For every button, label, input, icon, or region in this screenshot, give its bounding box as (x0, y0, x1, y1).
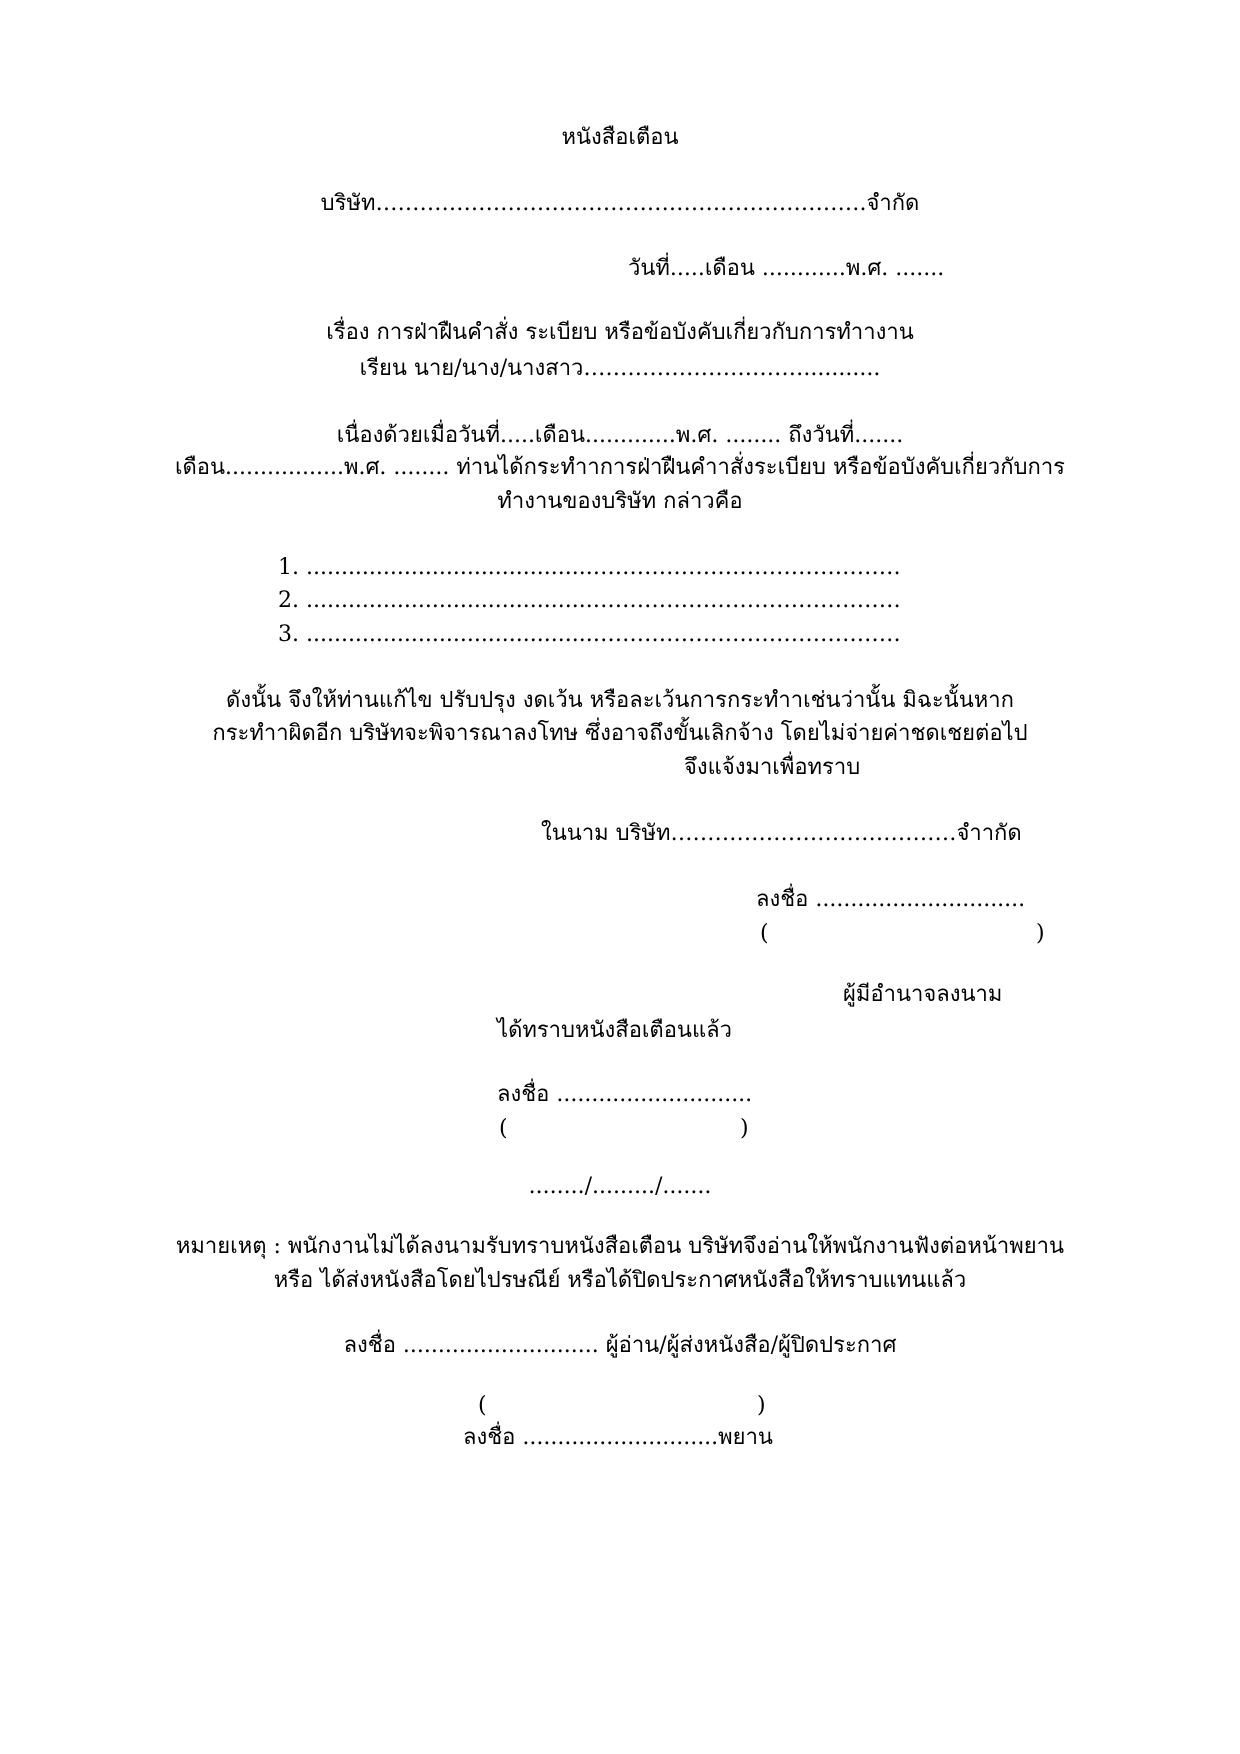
document-title: หนังสือเตือน (561, 125, 679, 150)
body-line-2: เดือน.................พ.ศ. ........ ท่านได้กระทำาการฝ่าฝืนคำาสั่งระเบียบ หรือข้อบังคับเกี่ยวกับการ (175, 455, 1065, 480)
witness-sign-line: ลงชื่อ ............................พยาน (463, 1425, 773, 1450)
body-line-1: เนื่องด้วยเมื่อวันที่.....เดือน.............พ.ศ. ........ ถึงวันที่....... (336, 423, 904, 448)
salutation-line: เรียน นาย/นาง/นางสาว…………………………........... (359, 356, 881, 381)
violation-item-3: 3. .........................................…………………………………… (278, 622, 901, 647)
acknowledgement-date: ......../........./....... (528, 1174, 712, 1199)
acknowledgement-text: ได้ทราบหนังสือเตือนแล้ว (497, 1018, 732, 1043)
company-line: บริษัท………………………………………………………….จำกัด (320, 191, 920, 216)
conclusion-line-2: กระทำาผิดอีก บริษัทจะพิจารณาลงโทษ ซึ่งอาจถึงขั้นเลิกจ้าง โดยไม่จ่ายค่าชดเชยต่อไป (212, 721, 1028, 746)
subject-line: เรื่อง การฝ่าฝืนคำสั่ง ระเบียบ หรือข้อบังคับเกี่ยวกับการทำางาน (326, 320, 914, 345)
reader-paren-close: ) (757, 1393, 766, 1418)
conclusion-line-3: จึงแจ้งมาเพื่อทราบ (684, 755, 861, 780)
violation-item-1: 1. .........................................…………………………………… (278, 555, 901, 580)
authority-paren-open: ( (760, 921, 769, 946)
authority-paren-close: ) (1036, 921, 1045, 946)
note-line-1: หมายเหตุ : พนักงานไม่ได้ลงนามรับทราบหนังสือเตือน บริษัทจึงอ่านให้พนักงานฟังต่อหน้าพยาน (175, 1234, 1065, 1259)
body-line-3: ทำงานของบริษัท กล่าวคือ (497, 489, 743, 514)
employee-paren-open: ( (499, 1116, 508, 1141)
employee-paren-close: ) (740, 1116, 749, 1141)
authority-sign-line: ลงชื่อ .............................. (756, 887, 1026, 912)
reader-sign-line: ลงชื่อ ............................ ผู้อ่าน/ผู้ส่งหนังสือ/ผู้ปิดประกาศ (343, 1333, 897, 1358)
note-line-2: หรือ ได้ส่งหนังสือโดยไปรษณีย์ หรือได้ปิดประกาศหนังสือให้ทราบแทนแล้ว (273, 1268, 967, 1293)
employee-sign-line: ลงชื่อ ............................ (497, 1082, 753, 1107)
date-line: วันที่.....เดือน ............พ.ศ. ....... (628, 256, 945, 281)
reader-paren-open: ( (478, 1393, 487, 1418)
on-behalf-line: ในนาม บริษัท…………………………………จำากัด (541, 821, 1022, 846)
violation-item-2: 2. .........................................…………………………………… (278, 588, 901, 613)
conclusion-line-1: ดังนั้น จึงให้ท่านแก้ไข ปรับปรุง งดเว้น หรือละเว้นการกระทำาเช่นว่านั้น มิฉะนั้นหาก (226, 688, 1014, 713)
authority-role: ผู้มีอำนาจลงนาม (843, 982, 1003, 1007)
